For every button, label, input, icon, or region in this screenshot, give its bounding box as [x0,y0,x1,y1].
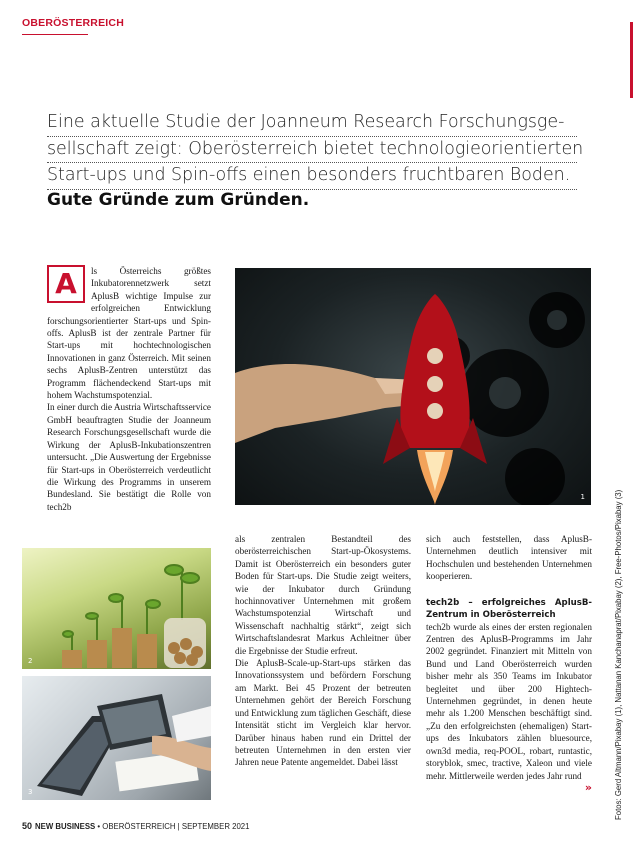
magazine-name: NEW BUSINESS [35,822,96,831]
photo-laptop-desk [22,676,211,800]
intro-lead [47,110,584,190]
footer [22,821,249,831]
paragraph: sich auch feststellen, dass AplusB-Unternehmen deutlich intensiver mit Hochschulen und bestehenden Unternehmen kooperieren. [426,534,592,582]
photo-number: 1 [580,493,585,501]
headline: Gute Gründe zum Gründen. [47,190,310,210]
section-tag-rule [22,34,88,35]
photo-coins-plants [22,548,211,669]
photo-number: 3 [28,788,33,796]
section-tag: OBERÖSTERREICH [22,17,124,29]
paragraph: tech2b wurde als eines der ersten regionalen Zentren des AplusB-Programms im Jahr 2002 gegründet. Finanziert mit Mitteln von Bund und Land Oberösterreich wurden bisher mehr als 350 Teams im Inkubator begleitet und über 200 Hightech-Unternehmen gegründet, in denen heute mehr als 1.200 Menschen beschäftigt sind. „Zu den erfolgreichsten (ehemaligen) Start-ups des Inkubators zählen bluesource, own3d media, req-POOL, robart, runtastic, storyblok, smec, tractive, Xaleon und viele mehr. Mittlerweile werden jedes Jahr rund [426,621,592,781]
dropcap: A [47,265,85,303]
continue-arrow-icon: » [584,780,592,794]
paragraph: ls Österreichs größtes Inkubatorennetzwerk setzt AplusB wichtige Impulse zur erfolgreichen Entwicklung forschungsorientierter Start-ups und Spin-offs. AplusB ist der zentrale Partner für Start-ups mit hochtechnologischen Innovationen in ganz Österreich. Mit seinen sechs AplusB-Zentren unterstützt das Programm flächendeckend Start-ups mit hohem Wachstumspotenzial. [47,266,211,401]
photo-credits: Fotos: Gerd Altmann/Pixabay (1), Nattanan Kanchanaprat/Pixabay (2), Free-Photos/Pixabay (3) [614,489,623,820]
paragraph: In einer durch die Austria Wirtschaftsservice GmbH beauftragten Studie der Joanneum Research Forschungsgesellschaft wurde die Wirkung der AplusB-Inkubationszentren untersucht. „Die Auswertung der Ergebnisse für Start-ups in Oberösterreich verdeutlicht die Wirkung des Programms in unserem Bundesland. Sie bestätigt die Rolle von tech2b [47,402,212,512]
page-number: 50 [22,821,33,831]
issue-info: • OBERÖSTERREICH | SEPTEMBER 2021 [95,822,250,831]
intro-line: Eine aktuelle Studie der Joanneum Research Forschungsge- [47,110,577,137]
subheading: tech2b – erfolgreiches AplusB-Zentrum in Oberösterreich [426,597,592,620]
text-column-2 [235,533,411,769]
photo-rocket-gears [235,268,591,505]
paragraph: als zentralen Bestandteil des oberösterreichischen Start-up-Ökosystems. Damit ist Oberösterreich ein besonders guter Boden für Start-ups. Die Studie zeigt weiters, wie der Inkubator durch Gründung hochinnovativer Unternehmen mit großem Wachstumspotenzial Wirtschaft und Wissenschaft nachhaltig stärkt“, zeigt sich Wirtschaftslandesrat Markus Achleitner über die Ergebnisse der Studie erfreut. [235,534,411,656]
intro-line: Start-ups und Spin-offs einen besonders fruchtbaren Boden. [47,163,577,190]
paragraph: Die AplusB-Scale-up-Start-ups stärken das Innovationssystem und befördern Forschung am Markt. Bei 45 Prozent der betreuten Unternehmen gehört der Bereich Forschung und Entwicklung zum täglichen Geschäft, diese Intensität sticht im Vergleich klar hervor. Darüber hinaus haben rund ein Drittel der betreuten Unternehmen in den ersten vier Jahren neue Patente angemeldet. Dabei lässt [235,658,411,768]
photo-number: 2 [28,657,33,665]
intro-line: sellschaft zeigt: Oberösterreich bietet technologieorientierten [47,137,577,164]
edge-marker [630,22,633,98]
text-column-1 [47,265,211,513]
text-column-3 [426,533,592,794]
